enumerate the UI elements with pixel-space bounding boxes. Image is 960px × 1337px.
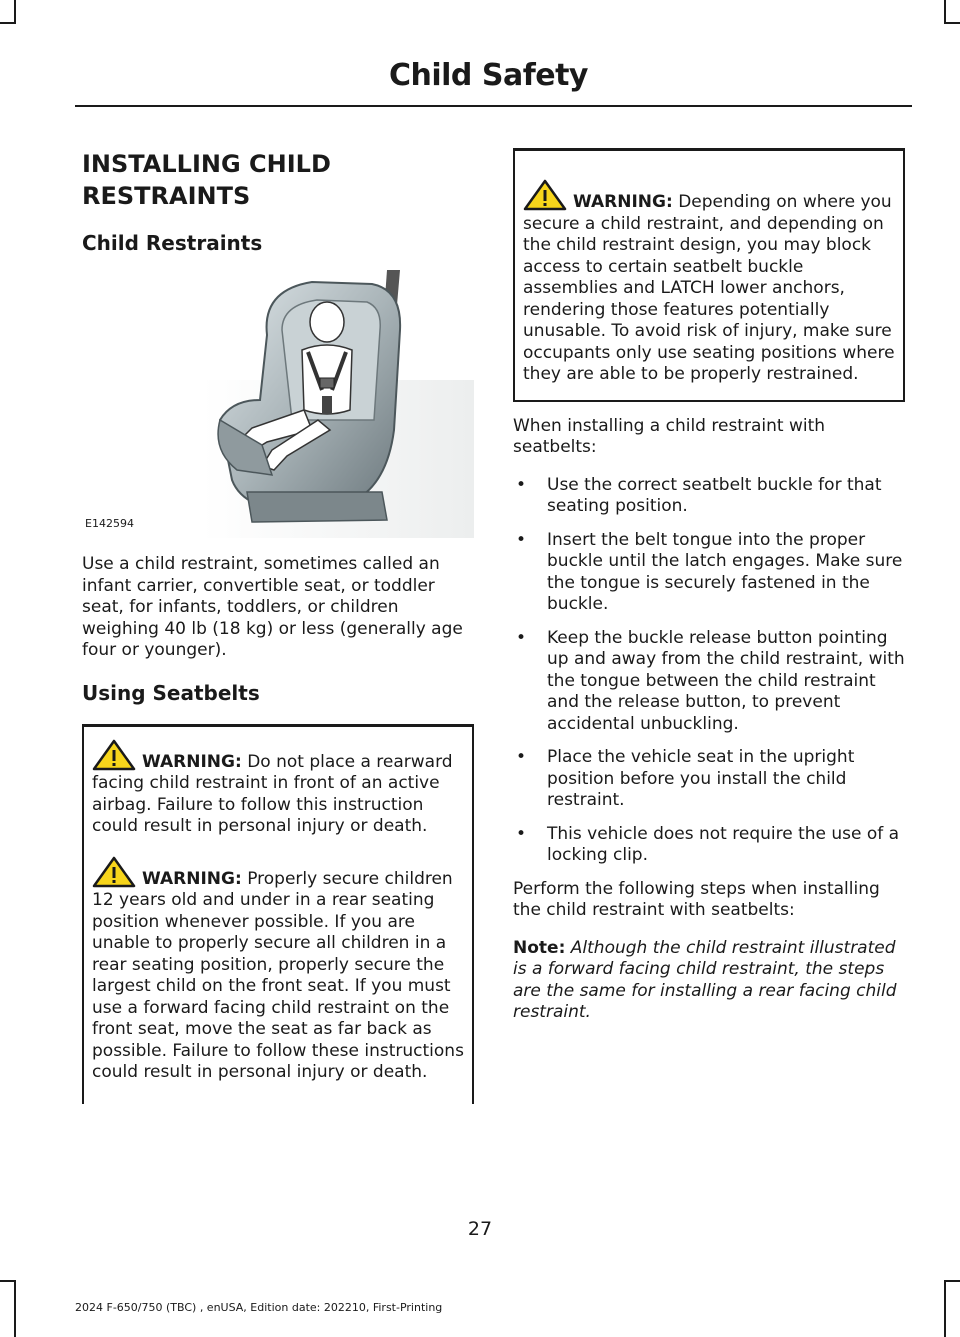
list-item: • Insert the belt tongue into the proper buckle until the latch engages. Make sure the tongue is securely fastened in the buckle. — [516, 529, 903, 614]
warning-text: Properly secure children 12 years old and under in a rear seating position whenever possible. If you are unable to properly secure all children in a rear seating position, properly secure the largest child on the front seat. If you must use a forward facing child restraint on the front seat, move the seat as far back as possible. Failure to follow these instructions could result in personal injury or death. — [92, 868, 464, 1082]
warning-box-right — [513, 148, 905, 402]
warning-triangle-icon — [92, 856, 136, 888]
subheading-child-restraints: Child Restraints — [82, 231, 263, 255]
warning-latch-access — [523, 179, 897, 386]
left-column — [82, 148, 474, 1118]
warning-text: Do not place a rearward facing child restraint in front of an active airbag. Failure to follow this instruction could result in personal injury or death. — [92, 751, 453, 836]
seatbelt-intro: When installing a child restraint with seatbelts: — [513, 415, 826, 457]
list-item: • Keep the buckle release button pointing up and away from the child restraint, with the tongue between the child restraint and the release button, to prevent accidental unbuckling. — [516, 627, 905, 734]
child-seat-illustration — [82, 270, 474, 538]
warning-triangle-icon — [523, 179, 567, 211]
crop-mark-bottom-left — [14, 1280, 16, 1337]
crop-mark-bottom-right-h — [944, 1280, 960, 1282]
warning-rear-seating — [92, 856, 466, 1084]
list-item: • Use the correct seatbelt buckle for that seating position. — [516, 474, 882, 516]
warning-triangle-icon — [92, 739, 136, 771]
list-item: • This vehicle does not require the use of a locking clip. — [516, 823, 900, 865]
right-column — [513, 148, 905, 1040]
child-restraint-paragraph: Use a child restraint, sometimes called an infant carrier, convertible seat, or toddler seat, for infants, toddlers, or children weighing 40 lb (18 kg) or less (generally age four or younger). — [82, 554, 463, 660]
page-number: 27 — [467, 1218, 493, 1240]
figure-code: E142594 — [85, 517, 134, 530]
subheading-using-seatbelts: Using Seatbelts — [82, 680, 260, 705]
list-item: • Place the vehicle seat in the upright position before you install the child restraint. — [516, 747, 855, 810]
section-heading: INSTALLING CHILD RESTRAINTS — [82, 150, 331, 210]
warning-airbag — [92, 739, 466, 838]
header-rule — [75, 105, 912, 107]
warning-label: WARNING: — [142, 751, 242, 772]
warning-box-left — [82, 724, 474, 1104]
crop-mark-top-right-h — [944, 22, 960, 24]
steps-intro: Perform the following steps when installing the child restraint with seatbelts: — [513, 878, 880, 920]
note — [513, 938, 905, 1024]
note-text: Although the child restraint illustrated is a forward facing child restraint, the steps are the same for installing a rear facing child restraint. — [513, 937, 897, 1022]
child-seat-drawing — [82, 270, 474, 538]
warning-label: WARNING: — [573, 192, 673, 212]
warning-label: WARNING: — [142, 868, 242, 889]
footer-edition: 2024 F-650/750 (TBC) , enUSA, Edition date: 202210, First-Printing — [75, 1301, 443, 1314]
note-label: Note: — [513, 937, 566, 958]
page-header-title: Child Safety — [388, 58, 588, 93]
crop-mark-top-left — [14, 0, 16, 24]
warning-text: Depending on where you secure a child restraint, and depending on the child restraint design, you may block access to certain seatbelt buckle assemblies and LATCH lower anchors, rendering those features potentially unusable. To avoid risk of injury, make sure occupants only use seating positions where they are able to be properly restrained. — [523, 192, 895, 384]
crop-mark-bottom-right — [944, 1280, 946, 1337]
crop-mark-bottom-left-h — [0, 1280, 16, 1282]
seatbelt-bullet-list — [513, 475, 905, 867]
crop-mark-top-left-h — [0, 22, 16, 24]
crop-mark-top-right — [944, 0, 946, 24]
